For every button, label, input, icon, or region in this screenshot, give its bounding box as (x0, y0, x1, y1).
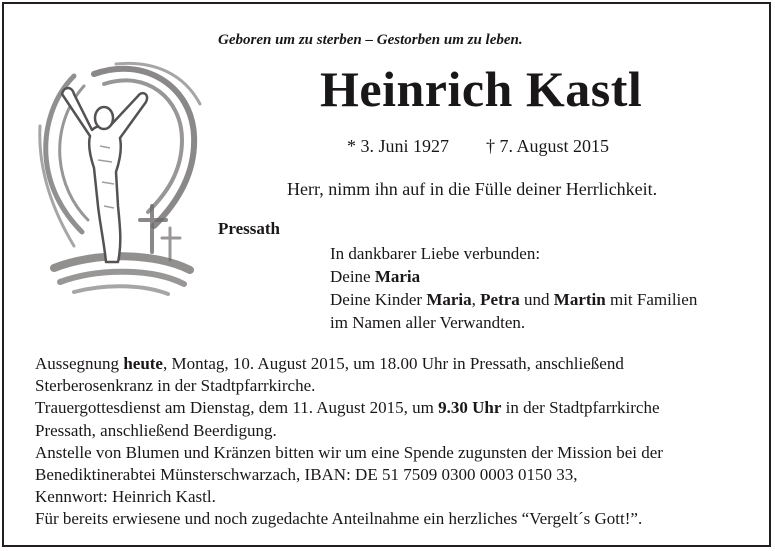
conjunction: und (519, 290, 554, 309)
text-run: Trauergottesdienst am Dienstag, dem 11. August 2015, um (35, 398, 439, 418)
deceased-name: Heinrich Kastl (320, 61, 643, 117)
children-suffix: mit Familien (605, 290, 698, 309)
child-name: Petra (480, 290, 520, 309)
separator: , (471, 290, 481, 309)
donation-line-2: Benediktinerabtei Münsterschwarzach, IBAN: DE 51 7509 0300 0003 0150 33, (35, 465, 578, 485)
text-run: Aussegnung (35, 354, 124, 373)
child-name: Maria (426, 290, 472, 309)
today-emphasis: heute (123, 354, 163, 373)
mourners-intro: In dankbarer Liebe verbunden: (330, 244, 541, 263)
text-run: in der Stadtpfarrkirche (501, 398, 660, 418)
thanks-line: Für bereits erwiesene und noch zugedachte Anteilnahme ein herzliches “Vergelt´s Gott!”. (35, 509, 643, 529)
donation-keyword: Kennwort: Heinrich Kastl. (35, 487, 216, 507)
prayer-verse: Herr, nimm ihn auf in die Fülle deiner Herrlichkeit. (287, 179, 658, 199)
burial-line: Pressath, anschließend Beerdigung. (35, 420, 277, 440)
child-name: Martin (553, 290, 606, 309)
mourners-relatives-line: im Namen aller Verwandten. (330, 313, 526, 332)
mourners-wife-prefix: Deine (330, 267, 375, 286)
mourners-block (330, 242, 697, 334)
service-time: 9.30 Uhr (438, 398, 502, 418)
mourners-wife-line (330, 265, 697, 288)
birth-date: * 3. Juni 1927 (347, 136, 450, 156)
rosary-line: Sterberosenkranz in der Stadtpfarrkirche. (35, 376, 316, 396)
children-prefix: Deine Kinder (330, 290, 427, 309)
donation-line-1: Anstelle von Blumen und Kränzen bitten wir um eine Spende zugunsten der Mission bei der (35, 442, 663, 462)
obituary-notice (2, 2, 771, 547)
place-name: Pressath (218, 219, 281, 238)
death-date: † 7. August 2015 (486, 136, 610, 156)
wife-name: Maria (374, 267, 421, 286)
text-run: , Montag, 10. August 2015, um 18.00 Uhr in Pressath, anschließend (162, 354, 624, 373)
motto: Geboren um zu sterben – Gestorben um zu leben. (218, 32, 523, 48)
mourners-children-line (330, 288, 697, 311)
risen-christ-illustration (34, 56, 206, 296)
blessing-line (35, 353, 765, 375)
funeral-details (35, 353, 765, 531)
service-line (35, 397, 765, 419)
